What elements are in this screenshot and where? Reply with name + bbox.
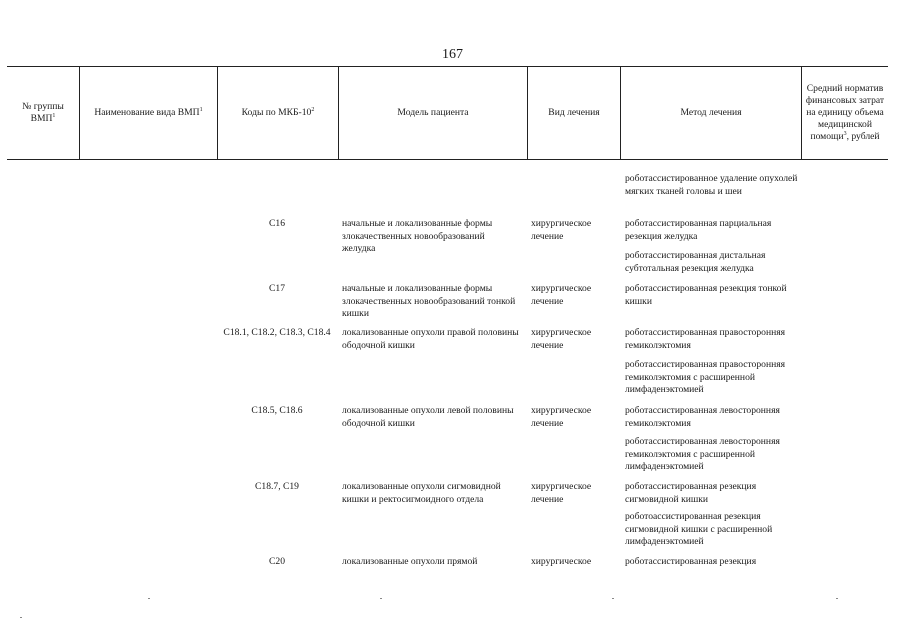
header-icd-codes-text: Коды по МКБ-10 <box>241 107 312 119</box>
method-cell: роботассистированная правосторонняя гемиколэктомия с расширенной лимфаденэктомией <box>625 359 786 396</box>
icd-code-cell: C17 <box>269 283 285 294</box>
icd-code-cell: C18.5, C18.6 <box>251 405 303 416</box>
header-avg-cost-tail: , рублей <box>846 131 880 143</box>
header-vmp-name-sup: 1 <box>199 106 203 113</box>
icd-code-cell: C18.1, C18.2, C18.3, C18.4 <box>223 327 331 338</box>
header-group-no-text: № группы ВМП <box>22 100 64 125</box>
icd-code-cell: C16 <box>269 218 285 229</box>
icd-code-cell: C18.7, C19 <box>255 481 299 492</box>
method-cell: роботассистированная левосторонняя гемиколэктомия <box>625 405 780 429</box>
header-treatment-type-text: Вид лечения <box>548 107 600 118</box>
scan-speck <box>380 598 382 599</box>
method-cell: роботассистированная дистальная субтотальная резекция желудка <box>625 250 766 274</box>
header-vmp-name-text: Наименование вида ВМП <box>94 107 200 119</box>
method-cell: роботассистированная парциальная резекция желудка <box>625 218 772 242</box>
scan-speck <box>612 598 614 599</box>
method-cell: роботассистированная резекция сигмовидной кишки <box>625 481 757 505</box>
patient-model-cell: начальные и локализованные формы злокачественных новообразований тонкой кишки <box>342 283 516 320</box>
method-cell: роботассистированная правосторонняя гемиколэктомия <box>625 327 786 351</box>
page-number: 167 <box>442 47 463 62</box>
header-patient-model-text: Модель пациента <box>397 107 469 118</box>
treatment-type-cell: хирургическое лечение <box>531 481 592 505</box>
method-cell: роботоассистированная резекция сигмовидной кишки с расширенной лимфаденэктомией <box>625 511 773 548</box>
treatment-type-cell: хирургическое лечение <box>531 327 592 351</box>
method-cell: роботассистированная резекция тонкой кишки <box>625 283 787 307</box>
header-treatment-method-text: Метод лечения <box>680 107 742 118</box>
header-group-no-sup: 1 <box>52 112 56 119</box>
patient-model-cell: локализованные опухоли прямой <box>342 556 478 567</box>
scan-speck <box>148 598 150 599</box>
method-cell: роботассистированная левосторонняя гемиколэктомия с расширенной лимфаденэктомией <box>625 436 780 473</box>
method-cell: роботассистированная резекция <box>625 556 757 567</box>
patient-model-cell: локализованные опухоли сигмовидной кишки и ректосигмоидного отдела <box>342 481 501 505</box>
treatment-type-cell: хирургическое лечение <box>531 405 592 429</box>
treatment-type-cell: хирургическое лечение <box>531 218 592 242</box>
icd-code-cell: C20 <box>269 556 285 567</box>
patient-model-cell: локализованные опухоли правой половины ободочной кишки <box>342 327 519 351</box>
scan-speck <box>20 617 22 618</box>
header-avg-cost-text: Средний норматив финансовых затрат на единицу объема медицинской помощи <box>805 82 885 143</box>
method-cell: роботассистированное удаление опухолей мягких тканей головы и шеи <box>625 173 798 197</box>
scan-speck <box>836 598 838 599</box>
header-icd-codes-sup: 2 <box>311 106 315 113</box>
treatment-type-cell: хирургическое <box>531 556 592 567</box>
patient-model-cell: начальные и локализованные формы злокачественных новообразований желудка <box>342 218 493 255</box>
patient-model-cell: локализованные опухоли левой половины ободочной кишки <box>342 405 514 429</box>
treatment-type-cell: хирургическое лечение <box>531 283 592 307</box>
header-avg-cost-sup: 3 <box>843 130 847 137</box>
